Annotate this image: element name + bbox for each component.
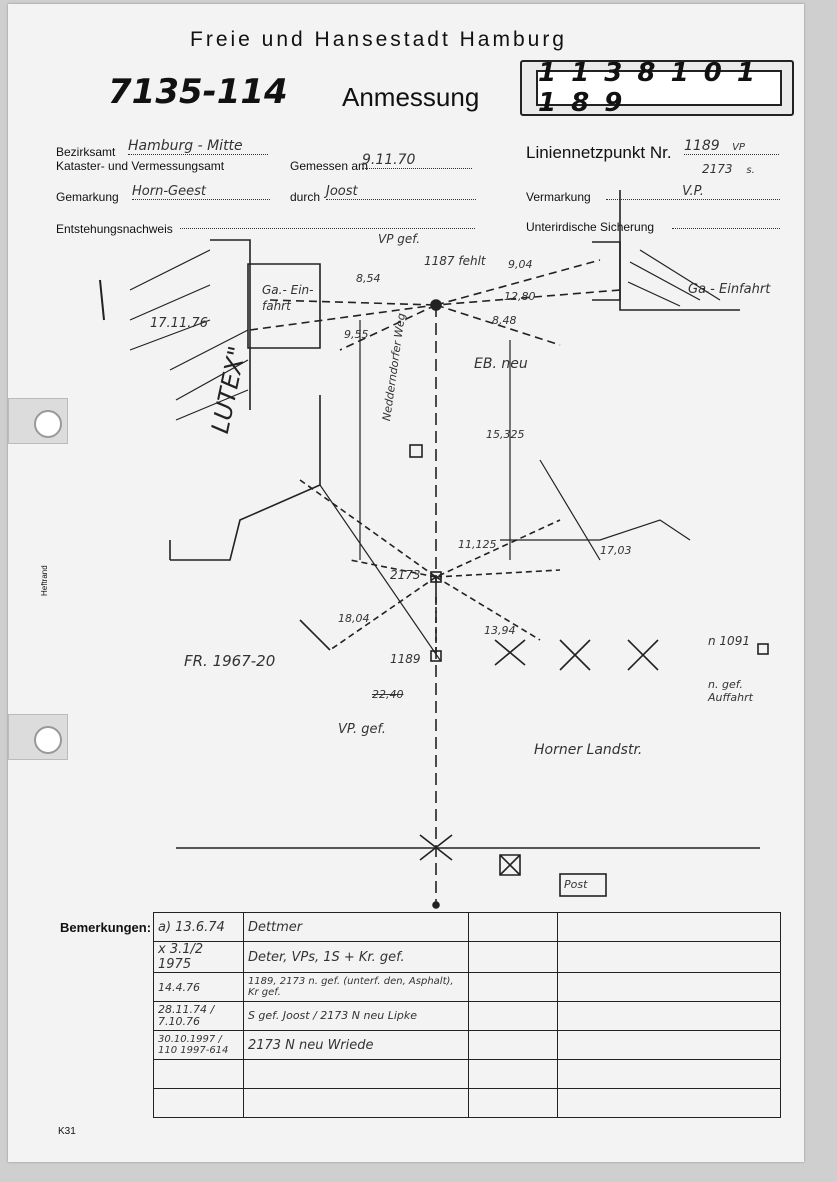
table-row xyxy=(154,913,781,942)
remark-text xyxy=(243,1089,468,1118)
linienpunkt-number-2: 2173 xyxy=(702,162,733,176)
label-vp-gef-bottom: VP. gef. xyxy=(338,722,386,737)
authority-title: Freie und Hansestadt Hamburg xyxy=(190,28,567,51)
label-ga-einfahrt-left: Ga.- Ein- fahrt xyxy=(262,283,314,313)
side-label: Heftrand xyxy=(40,565,49,596)
table-row xyxy=(154,1089,781,1118)
point-kr xyxy=(410,445,422,457)
table-row xyxy=(154,973,781,1002)
gemarkung-field: Horn-Geest xyxy=(132,184,270,200)
label-date-left: 17.11.76 xyxy=(150,316,208,331)
remark-date: 30.10.1997 / 110 1997-614 xyxy=(154,1031,244,1060)
entstehung-label: Entstehungsnachweis xyxy=(56,222,173,236)
gemessen-label: Gemessen am xyxy=(290,159,369,173)
label-auffahrt: n. gef. Auffahrt xyxy=(708,678,753,704)
remark-date: x 3.1/2 1975 xyxy=(154,942,244,973)
label-fr-date: FR. 1967-20 xyxy=(184,652,276,670)
measure-star xyxy=(300,480,560,655)
linienpunkt-label: Liniennetzpunkt Nr. xyxy=(526,143,672,162)
label-lutex: LUTEX" xyxy=(206,343,252,436)
label-dist-11: 22,40 xyxy=(372,688,404,701)
label-dist-4: 8,48 xyxy=(492,314,517,327)
label-post: Post xyxy=(564,878,588,891)
bezirksamt-label: Bezirksamt xyxy=(56,145,116,159)
bezirksamt-field: Hamburg - Mitte xyxy=(128,138,268,155)
label-dist-9: 18,04 xyxy=(338,612,370,625)
linienpunkt-suffix-2: s. xyxy=(746,165,755,176)
remark-date: 14.4.76 xyxy=(154,973,244,1002)
remark-text: 2173 N neu Wriede xyxy=(243,1031,468,1060)
remark-text xyxy=(243,1060,468,1089)
label-dist-8: 17,03 xyxy=(600,544,632,557)
durch-field: Joost xyxy=(326,184,476,200)
gemarkung-label: Gemarkung xyxy=(56,190,119,204)
label-dist-5: 9,55 xyxy=(344,328,369,341)
remark-date xyxy=(154,1060,244,1089)
label-ga-einfahrt-right: Ga.- Einfahrt xyxy=(688,282,771,297)
label-2173: 2173 xyxy=(390,568,421,582)
table-row xyxy=(154,942,781,973)
label-dist-10: 13,94 xyxy=(484,624,516,637)
label-eb-neu: EB. neu xyxy=(474,356,528,372)
label-dist-3: 12,80 xyxy=(504,290,536,303)
label-1189: 1189 xyxy=(390,652,421,666)
building-lutex xyxy=(170,395,320,560)
remark-text: S gef. Joost / 2173 N neu Lipke xyxy=(243,1002,468,1031)
form-code: K31 xyxy=(58,1126,76,1137)
remark-date xyxy=(154,1089,244,1118)
hatching-right xyxy=(628,250,720,306)
label-dist-1: 8,54 xyxy=(356,272,381,285)
label-horner-landstr: Horner Landstr. xyxy=(534,742,643,758)
file-number: 7135-114 xyxy=(108,72,288,112)
marker-box-bottom xyxy=(500,855,520,875)
point-top xyxy=(431,300,441,310)
point-1091 xyxy=(758,644,768,654)
table-row xyxy=(154,1002,781,1031)
vermarkung-field: V.P. xyxy=(606,184,780,200)
remark-text: Deter, VPs, 1S + Kr. gef. xyxy=(243,942,468,973)
gemessen-field: 9.11.70 xyxy=(362,152,472,169)
remark-text: Dettmer xyxy=(243,913,468,942)
label-1091: n 1091 xyxy=(708,634,750,648)
label-vp-gef-top: VP gef. xyxy=(378,232,421,246)
remarks-table xyxy=(153,912,781,1118)
label-1187: 1187 fehlt xyxy=(424,254,486,268)
form-title: Anmessung xyxy=(342,82,480,112)
label-dist-2: 9,04 xyxy=(508,258,533,271)
marker-cross-mid xyxy=(495,640,525,665)
remark-date: 28.11.74 / 7.10.76 xyxy=(154,1002,244,1031)
remark-text: 1189, 2173 n. gef. (unterf. den, Asphalt), Kr gef. xyxy=(243,973,468,1002)
label-dist-6: 15,325 xyxy=(486,428,525,441)
remarks-label: Bemerkungen: xyxy=(60,920,152,935)
kataster-label: Kataster- und Vermessungsamt xyxy=(56,159,225,173)
marker-crosses xyxy=(560,640,658,670)
label-nedderndorfer: Nedderndorfer Weg xyxy=(380,312,409,422)
linienpunkt-number: 1189 xyxy=(684,138,720,154)
remark-date: a) 13.6.74 xyxy=(154,913,244,942)
linienpunkt-suffix: VP xyxy=(732,142,745,153)
durch-label: durch xyxy=(290,190,321,204)
vermarkung-label: Vermarkung xyxy=(526,190,591,204)
table-row xyxy=(154,1060,781,1089)
reference-number: 1 1 3 8 1 0 1 1 8 9 xyxy=(536,70,782,106)
unterirdisch-label: Unterirdische Sicherung xyxy=(526,220,655,234)
table-row xyxy=(154,1031,781,1060)
label-dist-7: 11,125 xyxy=(458,538,497,551)
